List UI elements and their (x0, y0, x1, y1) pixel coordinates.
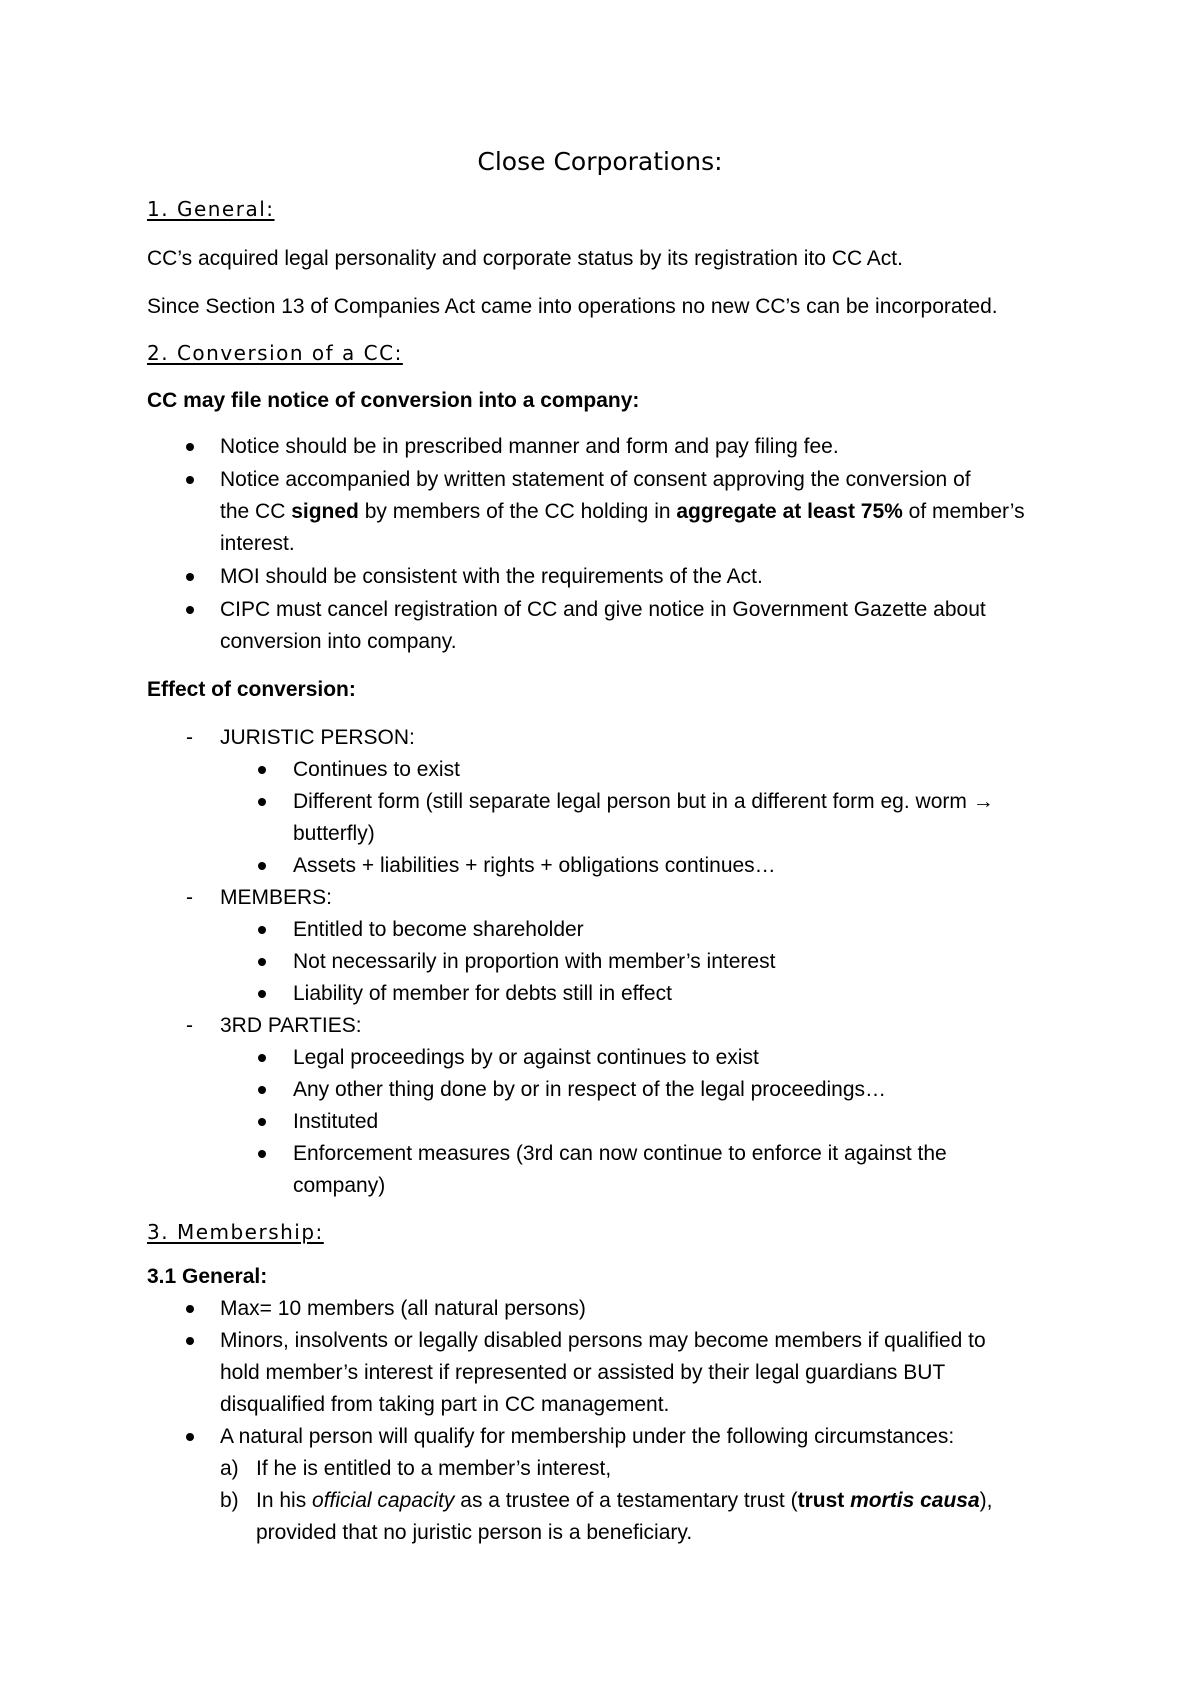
paragraph: CC’s acquired legal personality and corporate status by its registration ito CC Act. (147, 247, 903, 270)
list-marker-b: b) (220, 1489, 239, 1512)
list-item-line: the CC signed by members of the CC holding in aggregate at least 75% of member’s (220, 500, 1025, 523)
list-item: Not necessarily in proportion with member’s interest (293, 950, 776, 973)
list-item: Notice accompanied by written statement of consent approving the conversion of (220, 468, 971, 491)
bullet-icon (186, 1337, 194, 1345)
list-item-line: company) (293, 1174, 386, 1197)
list-item-line: conversion into company. (220, 630, 457, 653)
paragraph: Since Section 13 of Companies Act came into operations no new CC’s can be incorporated. (147, 295, 998, 318)
list-item-line: disqualified from taking part in CC management. (220, 1393, 670, 1416)
group-label: JURISTIC PERSON: (220, 726, 415, 749)
section-heading-conversion: 2. Conversion of a CC: (147, 341, 403, 365)
bullet-icon (258, 798, 266, 806)
list-item: Max= 10 members (all natural persons) (220, 1297, 586, 1320)
dash-marker: - (186, 726, 193, 749)
sub-list-item: If he is entitled to a member’s interest, (256, 1457, 612, 1480)
bullet-icon (258, 926, 266, 934)
list-item: Instituted (293, 1110, 379, 1133)
bullet-icon (186, 1305, 194, 1313)
bullet-icon (186, 1433, 194, 1441)
list-item: Legal proceedings by or against continues to exist (293, 1046, 759, 1069)
bullet-icon (258, 862, 266, 870)
bullet-icon (186, 476, 194, 484)
list-item: Minors, insolvents or legally disabled persons may become members if qualified to (220, 1329, 986, 1352)
dash-marker: - (186, 886, 193, 909)
bullet-icon (186, 606, 194, 614)
subheading: 3.1 General: (147, 1265, 268, 1288)
list-item: A natural person will qualify for membership under the following circumstances: (220, 1425, 955, 1448)
list-item-line: hold member’s interest if represented or assisted by their legal guardians BUT (220, 1361, 946, 1384)
bullet-icon (258, 766, 266, 774)
bullet-icon (258, 958, 266, 966)
dash-marker: - (186, 1014, 193, 1037)
list-item: Different form (still separate legal person but in a different form eg. worm → (293, 790, 994, 813)
sub-list-item: In his official capacity as a trustee of a testamentary trust (trust mortis causa), (256, 1489, 993, 1512)
list-item-line: butterfly) (293, 822, 375, 845)
bullet-icon (186, 443, 194, 451)
list-item: Assets + liabilities + rights + obligations continues… (293, 854, 776, 877)
group-label: 3RD PARTIES: (220, 1014, 362, 1037)
subheading: Effect of conversion: (147, 678, 356, 701)
bullet-icon (258, 1054, 266, 1062)
list-item-line: interest. (220, 532, 295, 555)
list-item: Entitled to become shareholder (293, 918, 584, 941)
bullet-icon (258, 1118, 266, 1126)
list-item: Any other thing done by or in respect of the legal proceedings… (293, 1078, 887, 1101)
bullet-icon (186, 573, 194, 581)
list-item: Liability of member for debts still in effect (293, 982, 672, 1005)
list-item: Enforcement measures (3rd can now continue to enforce it against the (293, 1142, 947, 1165)
bullet-icon (258, 990, 266, 998)
group-label: MEMBERS: (220, 886, 333, 909)
bullet-icon (258, 1086, 266, 1094)
list-item: CIPC must cancel registration of CC and give notice in Government Gazette about (220, 598, 986, 621)
bullet-icon (258, 1150, 266, 1158)
section-heading-membership: 3. Membership: (147, 1220, 324, 1244)
list-item: Continues to exist (293, 758, 460, 781)
sub-list-item-line: provided that no juristic person is a beneficiary. (256, 1521, 693, 1544)
list-item: MOI should be consistent with the requirements of the Act. (220, 565, 763, 588)
list-item: Notice should be in prescribed manner and form and pay filing fee. (220, 435, 839, 458)
document-title: Close Corporations: (477, 147, 723, 176)
subheading: CC may file notice of conversion into a company: (147, 389, 640, 412)
list-marker-a: a) (220, 1457, 239, 1480)
section-heading-general: 1. General: (147, 197, 275, 221)
